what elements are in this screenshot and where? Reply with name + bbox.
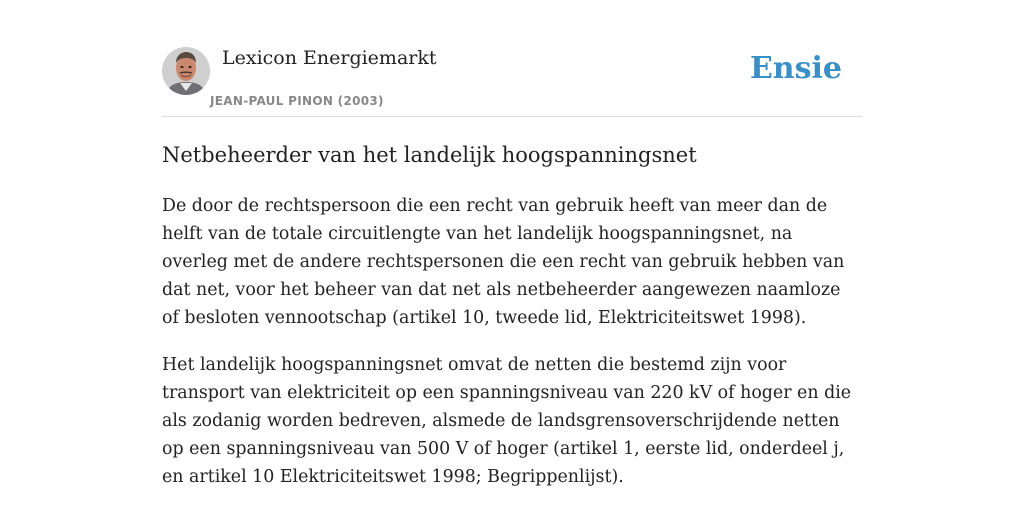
author-name[interactable]: JEAN-PAUL PINON (2003): [210, 94, 384, 108]
definition-paragraph: De door de rechtspersoon die een recht van gebruik heeft van meer dan de helft van de totale circuitlengte van het landelijk hoogspanningsnet, na overleg met de andere rechtspersonen die een recht van gebruik hebben van dat net, voor het beheer van dat net als netbeheerder aangewezen naamloze of besloten vennootschap (artikel 10, tweede lid, Elektriciteitswet 1998).: [162, 196, 845, 328]
author-photo-icon: [162, 47, 210, 95]
entry-header: [162, 0, 862, 117]
brand-logo[interactable]: Ensie: [749, 51, 842, 86]
definition-body: [162, 192, 862, 510]
term-title: Netbeheerder van het landelijk hoogspanningsnet: [162, 143, 697, 167]
entry-card: [162, 0, 862, 512]
lexicon-title[interactable]: Lexicon Energiemarkt: [222, 47, 437, 69]
definition-paragraph: Het landelijk hoogspanningsnet omvat de netten die bestemd zijn voor transport van elektriciteit op een spanningsniveau van 220 kV of hoger en die als zodanig worden bedreven, alsmede de landsgrensoverschrijdende netten op een spanningsniveau van 500 V of hoger (artikel 1, eerste lid, onderdeel j, en artikel 10 Elektriciteitswet 1998; Begrippenlijst).: [162, 355, 852, 487]
author-avatar[interactable]: [162, 47, 210, 95]
